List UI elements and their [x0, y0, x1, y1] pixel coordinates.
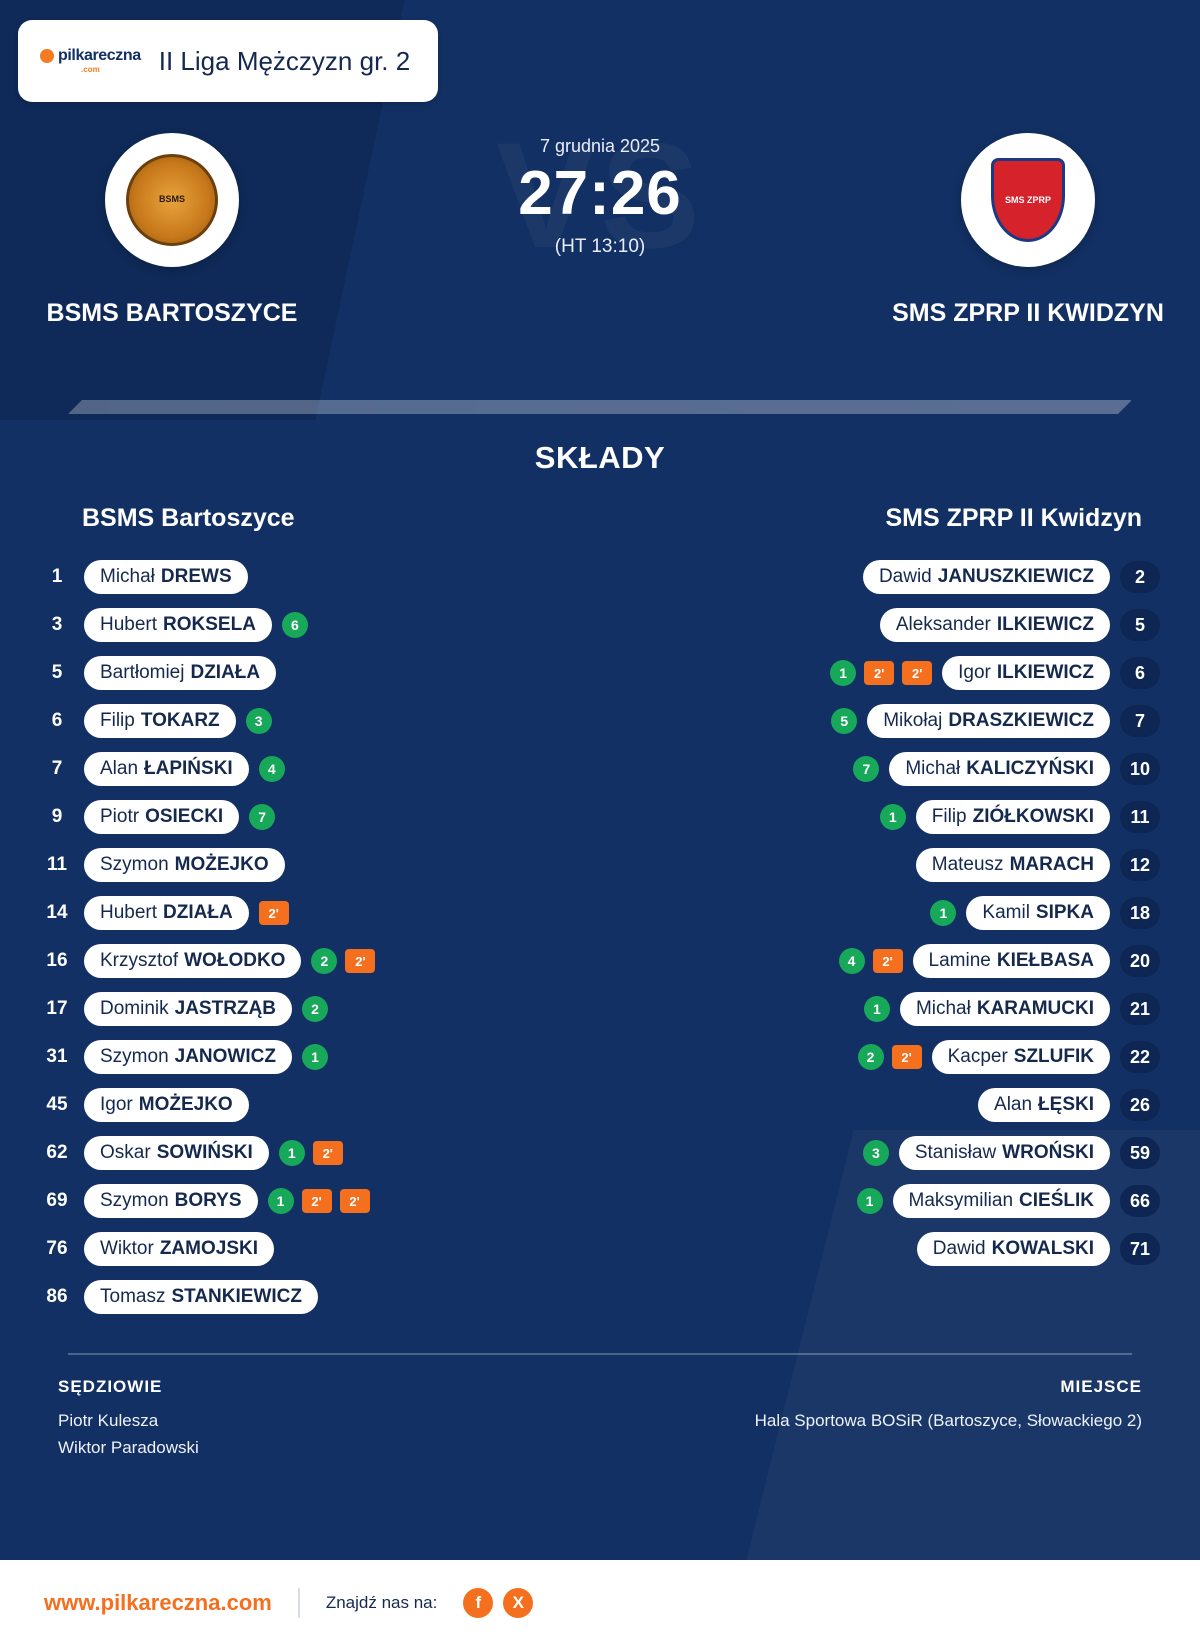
player-name-pill[interactable]	[84, 800, 239, 834]
suspension-badge: 2'	[873, 949, 903, 973]
goals-badge: 1	[279, 1140, 305, 1166]
player-name-pill[interactable]	[84, 1280, 318, 1314]
player-last-name: JANUSZKIEWICZ	[937, 566, 1094, 587]
referees-label: SĘDZIOWIE	[58, 1377, 163, 1396]
player-first-name: Alan	[100, 758, 139, 779]
player-name-pill[interactable]	[880, 608, 1110, 642]
suspension-badge: 2'	[345, 949, 375, 973]
player-last-name: ROKSELA	[163, 614, 256, 635]
player-number: 21	[1120, 993, 1160, 1025]
player-row[interactable]	[620, 697, 1160, 745]
goals-badge: 2	[858, 1044, 884, 1070]
player-badges	[930, 900, 956, 926]
player-first-name: Mikołaj	[883, 710, 943, 731]
player-first-name: Michał	[100, 566, 155, 587]
player-badges	[302, 996, 328, 1022]
player-number: 10	[1120, 753, 1160, 785]
player-badges	[880, 804, 906, 830]
goals-badge: 1	[864, 996, 890, 1022]
player-row[interactable]	[620, 1129, 1160, 1177]
player-name-pill[interactable]	[84, 944, 301, 978]
player-row[interactable]	[40, 697, 580, 745]
player-number: 7	[1120, 705, 1160, 737]
player-last-name: ŁAPIŃSKI	[144, 758, 233, 779]
referees-block	[58, 1377, 199, 1461]
player-first-name: Bartłomiej	[100, 662, 185, 683]
player-number: 76	[46, 1238, 68, 1259]
player-name-pill[interactable]	[978, 1088, 1110, 1122]
away-team-name: SMS ZPRP II KWIDZYN	[892, 299, 1164, 327]
goals-badge: 1	[830, 660, 856, 686]
player-number: 20	[1120, 945, 1160, 977]
player-last-name: SZLUFIK	[1013, 1046, 1094, 1067]
player-last-name: DZIAŁA	[190, 662, 261, 683]
player-row[interactable]	[40, 1177, 580, 1225]
player-first-name: Stanisław	[914, 1142, 997, 1163]
player-row[interactable]	[40, 1129, 580, 1177]
player-number: 3	[51, 614, 63, 635]
player-first-name: Filip	[100, 710, 135, 731]
player-last-name: KOWALSKI	[991, 1238, 1094, 1259]
player-row[interactable]	[40, 1033, 580, 1081]
brand-suffix: .com	[81, 65, 100, 74]
venue-label: MIEJSCE	[1060, 1377, 1142, 1396]
match-date: 7 grudnia 2025	[539, 136, 661, 156]
scoreboard	[0, 0, 1200, 400]
player-name-pill[interactable]	[84, 560, 248, 594]
player-badges	[839, 948, 903, 974]
player-row[interactable]	[40, 1225, 580, 1273]
player-number: 18	[1120, 897, 1160, 929]
player-last-name: SIPKA	[1035, 902, 1094, 923]
goals-badge: 2	[311, 948, 337, 974]
player-first-name: Michał	[905, 758, 961, 779]
player-row[interactable]	[40, 553, 580, 601]
player-number: 11	[1120, 801, 1160, 833]
player-name-pill[interactable]	[942, 656, 1110, 690]
player-badges	[858, 1044, 922, 1070]
player-last-name: CIEŚLIK	[1019, 1190, 1094, 1211]
player-first-name: Hubert	[100, 902, 158, 923]
section-divider	[68, 400, 1132, 414]
player-name-pill[interactable]	[900, 992, 1110, 1026]
player-name-pill[interactable]	[916, 800, 1110, 834]
player-name-pill[interactable]	[84, 1136, 269, 1170]
goals-badge: 4	[839, 948, 865, 974]
suspension-badge: 2'	[902, 661, 932, 685]
player-name-pill[interactable]	[867, 704, 1110, 738]
player-badges	[259, 756, 285, 782]
score-block	[390, 136, 810, 258]
player-last-name: JANOWICZ	[174, 1046, 276, 1067]
site-url-link[interactable]: www.pilkareczna.com	[44, 1590, 272, 1615]
player-badges	[863, 1140, 889, 1166]
player-row[interactable]	[620, 793, 1160, 841]
away-player-list	[620, 553, 1160, 1273]
away-lineup	[620, 504, 1160, 1321]
player-name-pill[interactable]	[84, 656, 276, 690]
player-first-name: Mateusz	[931, 854, 1004, 875]
player-last-name: OSIECKI	[145, 806, 224, 827]
player-number: 22	[1120, 1041, 1160, 1073]
player-name-pill[interactable]	[913, 944, 1110, 978]
goals-badge: 2	[302, 996, 328, 1022]
player-first-name: Oskar	[100, 1142, 151, 1163]
goals-badge: 3	[246, 708, 272, 734]
halftime-score: (HT 13:10)	[554, 236, 646, 258]
social-links	[463, 1588, 533, 1618]
player-last-name: ILKIEWICZ	[996, 662, 1094, 683]
player-first-name: Filip	[931, 806, 967, 827]
player-number: 1	[51, 566, 63, 587]
player-badges	[279, 1140, 343, 1166]
player-row[interactable]	[40, 745, 580, 793]
player-badges	[268, 1188, 370, 1214]
player-last-name: ZIÓŁKOWSKI	[972, 806, 1094, 827]
player-first-name: Szymon	[100, 1046, 169, 1067]
player-first-name: Aleksander	[895, 614, 991, 635]
player-row[interactable]	[40, 793, 580, 841]
bottom-bar	[0, 1560, 1200, 1646]
player-number: 69	[46, 1190, 68, 1211]
player-number: 16	[46, 950, 68, 971]
suspension-badge: 2'	[892, 1045, 922, 1069]
player-row[interactable]	[620, 1177, 1160, 1225]
player-last-name: WOŁODKO	[184, 950, 286, 971]
goals-badge: 3	[863, 1140, 889, 1166]
player-name-pill[interactable]	[84, 848, 285, 882]
player-number: 31	[46, 1046, 68, 1067]
player-badges	[830, 660, 932, 686]
player-row[interactable]	[40, 937, 580, 985]
player-name-pill[interactable]	[893, 1184, 1110, 1218]
player-last-name: MARACH	[1009, 854, 1094, 875]
player-first-name: Tomasz	[100, 1286, 166, 1307]
player-name-pill[interactable]	[84, 704, 236, 738]
player-row[interactable]	[40, 1081, 580, 1129]
lineups-title: SKŁADY	[534, 440, 666, 475]
player-first-name: Maksymilian	[908, 1190, 1014, 1211]
player-number: 9	[51, 806, 63, 827]
suspension-badge: 2'	[864, 661, 894, 685]
player-last-name: SOWIŃSKI	[156, 1142, 253, 1163]
home-team-name: BSMS BARTOSZYCE	[46, 299, 298, 327]
referee-2: Wiktor Paradowski	[58, 1438, 199, 1458]
player-first-name: Kamil	[982, 902, 1030, 923]
find-us-label: Znajdź nas na:	[325, 1593, 438, 1612]
player-first-name: Lamine	[928, 950, 991, 971]
player-number: 62	[46, 1142, 68, 1163]
player-row[interactable]	[40, 985, 580, 1033]
player-last-name: TOKARZ	[140, 710, 220, 731]
player-row[interactable]	[620, 841, 1160, 889]
player-last-name: MOŻEJKO	[138, 1094, 233, 1115]
home-lineup-title: BSMS Bartoszyce	[82, 504, 295, 532]
away-team-badge	[961, 133, 1095, 267]
player-last-name: WROŃSKI	[1002, 1142, 1094, 1163]
player-row[interactable]	[620, 1081, 1160, 1129]
venue-name: Hala Sportowa BOSiR (Bartoszyce, Słowackiego 2)	[754, 1411, 1142, 1430]
player-number: 45	[46, 1094, 68, 1115]
player-badges	[249, 804, 275, 830]
goals-badge: 4	[259, 756, 285, 782]
home-player-list	[40, 553, 580, 1321]
player-row[interactable]	[40, 601, 580, 649]
facebook-icon[interactable]: f	[463, 1588, 493, 1618]
match-meta	[0, 1377, 1200, 1461]
player-number: 17	[46, 998, 68, 1019]
player-name-pill[interactable]	[917, 1232, 1110, 1266]
player-number: 2	[1120, 561, 1160, 593]
player-last-name: ZAMOJSKI	[159, 1238, 259, 1259]
goals-badge: 7	[249, 804, 275, 830]
footer-divider	[68, 1353, 1132, 1355]
player-name-pill[interactable]	[84, 1184, 258, 1218]
player-number: 26	[1120, 1089, 1160, 1121]
player-number: 6	[1120, 657, 1160, 689]
venue-block	[755, 1377, 1142, 1461]
player-number: 59	[1120, 1137, 1160, 1169]
player-row[interactable]	[620, 649, 1160, 697]
player-name-pill[interactable]	[84, 992, 292, 1026]
player-badges	[246, 708, 272, 734]
player-last-name: ILKIEWICZ	[996, 614, 1094, 635]
goals-badge: 1	[857, 1188, 883, 1214]
player-name-pill[interactable]	[916, 848, 1110, 882]
player-first-name: Wiktor	[100, 1238, 154, 1259]
player-badges	[311, 948, 375, 974]
player-row[interactable]	[620, 889, 1160, 937]
league-name: II Liga Mężczyzn gr. 2	[158, 45, 411, 76]
player-last-name: DRASZKIEWICZ	[948, 710, 1094, 731]
player-first-name: Dawid	[878, 566, 932, 587]
player-last-name: DREWS	[160, 566, 232, 587]
player-row[interactable]	[620, 985, 1160, 1033]
player-number: 71	[1120, 1233, 1160, 1265]
home-lineup	[40, 504, 580, 1321]
player-row[interactable]	[40, 889, 580, 937]
goals-badge: 6	[282, 612, 308, 638]
player-name-pill[interactable]	[84, 896, 249, 930]
player-row[interactable]	[620, 601, 1160, 649]
goals-badge: 1	[268, 1188, 294, 1214]
player-badges	[831, 708, 857, 734]
player-name-pill[interactable]	[84, 1040, 292, 1074]
player-row[interactable]	[620, 1225, 1160, 1273]
x-twitter-icon[interactable]: X	[503, 1588, 533, 1618]
player-badges	[853, 756, 879, 782]
home-team-badge	[105, 133, 239, 267]
away-lineup-title: SMS ZPRP II Kwidzyn	[885, 504, 1142, 532]
player-badges	[864, 996, 890, 1022]
player-name-pill[interactable]	[932, 1040, 1110, 1074]
player-number: 7	[51, 758, 63, 779]
player-row[interactable]	[40, 649, 580, 697]
player-first-name: Michał	[915, 998, 971, 1019]
player-number: 14	[46, 902, 68, 923]
player-last-name: STANKIEWICZ	[171, 1286, 302, 1307]
player-last-name: ŁĘSKI	[1038, 1094, 1094, 1115]
player-first-name: Dawid	[932, 1238, 986, 1259]
brand-name: pilkareczna	[58, 47, 141, 64]
player-name-pill[interactable]	[84, 1232, 274, 1266]
player-name-pill[interactable]	[966, 896, 1110, 930]
suspension-badge: 2'	[340, 1189, 370, 1213]
away-crest-icon: SMS ZPRP	[986, 154, 1070, 246]
player-first-name: Igor	[958, 662, 991, 683]
bottom-separator	[298, 1588, 300, 1618]
player-number: 6	[51, 710, 63, 731]
player-first-name: Szymon	[100, 1190, 169, 1211]
home-crest-icon: BSMS	[126, 154, 218, 246]
player-badges	[282, 612, 308, 638]
player-row[interactable]	[620, 553, 1160, 601]
player-badges	[259, 901, 289, 925]
player-number: 12	[1120, 849, 1160, 881]
player-last-name: KALICZYŃSKI	[966, 758, 1094, 779]
player-name-pill[interactable]	[84, 608, 272, 642]
player-number: 66	[1120, 1185, 1160, 1217]
player-last-name: BORYS	[174, 1190, 242, 1211]
referee-1: Piotr Kulesza	[58, 1411, 159, 1430]
player-row[interactable]	[620, 937, 1160, 985]
player-name-pill[interactable]	[889, 752, 1110, 786]
final-score: 27:26	[518, 159, 682, 228]
goals-badge: 1	[880, 804, 906, 830]
goals-badge: 7	[853, 756, 879, 782]
player-row[interactable]	[40, 1273, 580, 1321]
player-number: 11	[46, 854, 68, 875]
player-last-name: KARAMUCKI	[976, 998, 1094, 1019]
goals-badge: 1	[302, 1044, 328, 1070]
suspension-badge: 2'	[259, 901, 289, 925]
player-last-name: KIEŁBASA	[996, 950, 1094, 971]
player-number: 5	[1120, 609, 1160, 641]
player-name-pill[interactable]	[899, 1136, 1110, 1170]
player-first-name: Igor	[100, 1094, 133, 1115]
player-row[interactable]	[40, 841, 580, 889]
player-last-name: MOŻEJKO	[174, 854, 269, 875]
goals-badge: 5	[831, 708, 857, 734]
player-name-pill[interactable]	[84, 1088, 249, 1122]
goals-badge: 1	[930, 900, 956, 926]
suspension-badge: 2'	[302, 1189, 332, 1213]
player-row[interactable]	[620, 745, 1160, 793]
player-name-pill[interactable]	[84, 752, 249, 786]
player-first-name: Dominik	[100, 998, 169, 1019]
player-row[interactable]	[620, 1033, 1160, 1081]
player-first-name: Alan	[994, 1094, 1033, 1115]
player-number: 86	[46, 1286, 68, 1307]
player-last-name: JASTRZĄB	[174, 998, 276, 1019]
player-first-name: Krzysztof	[100, 950, 179, 971]
player-number: 5	[51, 662, 63, 683]
player-first-name: Kacper	[947, 1046, 1008, 1067]
player-last-name: DZIAŁA	[163, 902, 233, 923]
player-first-name: Szymon	[100, 854, 169, 875]
player-badges	[857, 1188, 883, 1214]
player-first-name: Piotr	[100, 806, 140, 827]
suspension-badge: 2'	[313, 1141, 343, 1165]
lineups	[0, 504, 1200, 1321]
player-badges	[302, 1044, 328, 1070]
player-first-name: Hubert	[100, 614, 158, 635]
player-name-pill[interactable]	[863, 560, 1110, 594]
